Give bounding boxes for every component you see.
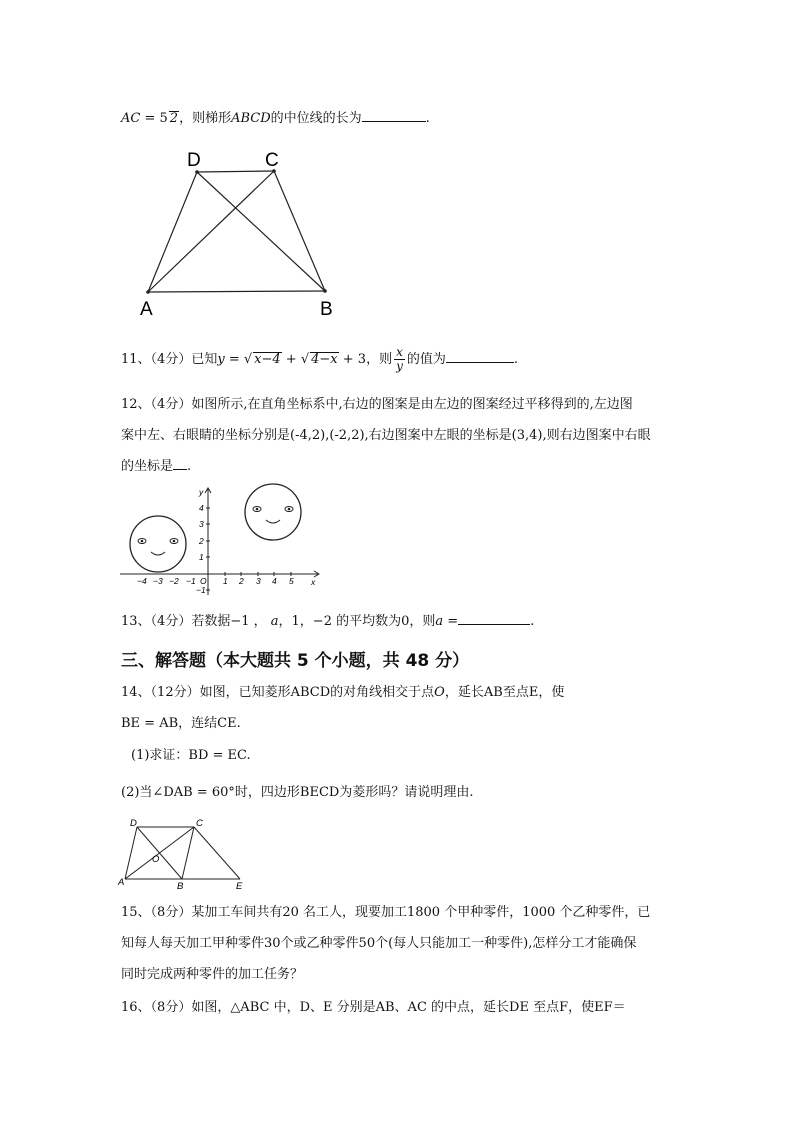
x-tick-1: 1 bbox=[223, 576, 228, 586]
q10-lhs: AC bbox=[121, 111, 141, 126]
x-tick-4: 4 bbox=[272, 576, 277, 586]
q10-root: 2 bbox=[169, 111, 179, 126]
edge-da bbox=[148, 172, 197, 292]
q12-answer-blank bbox=[173, 457, 187, 470]
q14-l1c: 的对角线相交于点 bbox=[330, 685, 435, 700]
q14-l1g: 至点 bbox=[502, 685, 529, 700]
q11-root1: x−4 bbox=[254, 352, 281, 367]
label-a: A bbox=[140, 299, 153, 320]
x-tick-neg2: −2 bbox=[169, 576, 179, 586]
rhombus-figure bbox=[115, 815, 260, 892]
label-e: E bbox=[236, 881, 243, 892]
label-d: D bbox=[130, 818, 137, 829]
coordinate-faces-figure bbox=[118, 482, 328, 600]
q14-p2c: 时，四边形 bbox=[234, 785, 300, 800]
trapezoid-figure bbox=[135, 145, 350, 320]
label-b: B bbox=[320, 299, 333, 320]
y-tick-1: 1 bbox=[199, 552, 204, 562]
q14-part-2 bbox=[121, 784, 473, 802]
q16-line-1: 16、（8分）如图，△ABC 中，D、E 分别是AB、AC 的中点，延长DE 至点F，使EF＝ bbox=[121, 1000, 626, 1015]
q15-line-1: 15、（8分）某加工车间共有20 名工人，现要加工1800 个甲种零件，1000 个乙种零件，已 bbox=[121, 905, 651, 920]
y-tick-2: 2 bbox=[199, 536, 204, 546]
label-d: D bbox=[187, 150, 201, 171]
diagonal-ac bbox=[148, 171, 274, 292]
label-c: C bbox=[196, 818, 203, 829]
q12-line-3 bbox=[121, 457, 191, 476]
label-b: B bbox=[177, 881, 184, 892]
q13-vals: −1 ， bbox=[230, 614, 267, 629]
section-heading: 三、解答题（本大题共 5 个小题，共 48 分） bbox=[121, 651, 470, 671]
q14-l2b: ，连结 bbox=[178, 716, 218, 731]
q10-eq: = 5 bbox=[144, 111, 168, 126]
right-face bbox=[245, 484, 301, 540]
x-tick-neg1: −1 bbox=[186, 576, 196, 586]
q13-a: a bbox=[270, 614, 279, 629]
q14-l1e: ，延长 bbox=[444, 685, 484, 700]
q14-p1b: BD = EC bbox=[188, 748, 247, 763]
q14-l1b: ABCD bbox=[290, 685, 331, 700]
q11-tail: 的值为 bbox=[406, 352, 446, 367]
q10-text2: 的中位线的长为 bbox=[270, 111, 362, 126]
label-o: O bbox=[152, 854, 160, 865]
q14-line-1 bbox=[121, 684, 564, 702]
diagonal-db bbox=[137, 827, 182, 879]
q13-end: . bbox=[530, 614, 535, 629]
q14-l2d: . bbox=[236, 716, 241, 731]
x-axis-label: x bbox=[311, 577, 316, 587]
edge-cb bbox=[274, 171, 325, 291]
q11-num: 11、（4分）已知 bbox=[121, 352, 218, 367]
y-tick-4: 4 bbox=[199, 503, 204, 513]
edge-ce bbox=[194, 827, 240, 879]
x-tick-3: 3 bbox=[256, 576, 261, 586]
q12-line-3-end: . bbox=[187, 459, 192, 474]
q12-line-2: 案中左、右眼睛的坐标分别是(-4,2),(-2,2),右边图案中左眼的坐标是(3,4),则右边图案中右眼 bbox=[121, 428, 651, 443]
q11-line: 11、（4分）已知y = √ x−4 + √ 4−x + 3，则 $\frac{x}{y}$ 的值为 . bbox=[121, 345, 519, 373]
edge-dc bbox=[197, 171, 274, 172]
origin-label: O bbox=[200, 576, 207, 586]
q15-line-3: 同时完成两种零件的加工任务？ bbox=[121, 967, 304, 982]
x-tick-neg3: −3 bbox=[153, 576, 163, 586]
y-tick-3: 3 bbox=[199, 519, 204, 529]
q14-p2a: (2)当 bbox=[121, 785, 153, 800]
q13-a2: a bbox=[435, 614, 444, 629]
left-face bbox=[130, 516, 186, 572]
q12-line-1: 12、（4分）如图所示,在直角坐标系中,右边的图案是由左边的图案经过平移得到的,左边图 bbox=[121, 397, 633, 412]
q11-end: . bbox=[513, 352, 519, 367]
q14-p2e: 为菱形吗？请说明理由. bbox=[339, 785, 474, 800]
x-tick-5: 5 bbox=[289, 576, 294, 586]
q13-num: 13、（4分）若数据 bbox=[121, 614, 231, 629]
q11-plus: + bbox=[285, 352, 297, 367]
q13-vals2: ，1，−2 的平均数为0，则 bbox=[278, 614, 436, 629]
q15-line-2: 知每人每天加工甲种零件30个或乙种零件50个(每人只能加工一种零件),怎样分工才能确保 bbox=[121, 936, 637, 951]
q14-p2b: ∠DAB = 60° bbox=[152, 785, 235, 800]
edge-ab bbox=[148, 291, 325, 292]
right-face-mouth bbox=[266, 520, 280, 523]
x-tick-2: 2 bbox=[239, 576, 244, 586]
q10-text: ，则梯形 bbox=[179, 111, 232, 126]
q11-eq: = bbox=[228, 352, 240, 367]
y-tick-neg1: −1 bbox=[196, 585, 206, 595]
q11-fraction-num: x bbox=[396, 345, 403, 359]
left-face-mouth bbox=[151, 552, 165, 555]
q14-l1i: ，使 bbox=[538, 685, 565, 700]
q14-p1a: (1)求证： bbox=[131, 748, 189, 763]
q10-name: ABCD bbox=[231, 111, 271, 126]
diagonal-db bbox=[197, 172, 325, 291]
q11-y: y bbox=[217, 352, 225, 367]
q14-l1a: 14、（12分）如图，已知菱形 bbox=[121, 685, 291, 700]
q14-l2c: CE bbox=[217, 716, 237, 731]
q13-eq: = bbox=[447, 614, 459, 629]
label-c: C bbox=[265, 150, 279, 171]
q10-end: . bbox=[425, 111, 430, 126]
q14-p2d: BECD bbox=[299, 785, 340, 800]
label-a: A bbox=[118, 877, 125, 888]
q14-line-2 bbox=[121, 715, 241, 733]
q14-part-1 bbox=[131, 747, 251, 765]
q13-answer-blank bbox=[458, 612, 530, 625]
q14-l1f: AB bbox=[483, 685, 503, 700]
q12-line-3-text: 的坐标是 bbox=[121, 459, 174, 474]
q11-fraction bbox=[394, 346, 405, 373]
q14-l1d: O bbox=[434, 685, 445, 700]
q10-line bbox=[121, 109, 430, 128]
q11-then: ，则 bbox=[366, 352, 393, 367]
q11-root2: 4−x bbox=[311, 352, 338, 367]
q11-answer-blank bbox=[446, 350, 514, 363]
q14-l2a: BE = AB bbox=[121, 716, 179, 731]
x-tick-neg4: −4 bbox=[137, 576, 147, 586]
q11-fraction-den: y bbox=[396, 359, 403, 373]
q14-l1h: E bbox=[528, 685, 539, 700]
q13-line bbox=[121, 612, 534, 631]
q11-plus3: + 3 bbox=[342, 352, 367, 367]
q14-p1c: . bbox=[246, 748, 251, 763]
q10-answer-blank bbox=[362, 109, 426, 122]
y-axis-label: y bbox=[199, 487, 204, 497]
